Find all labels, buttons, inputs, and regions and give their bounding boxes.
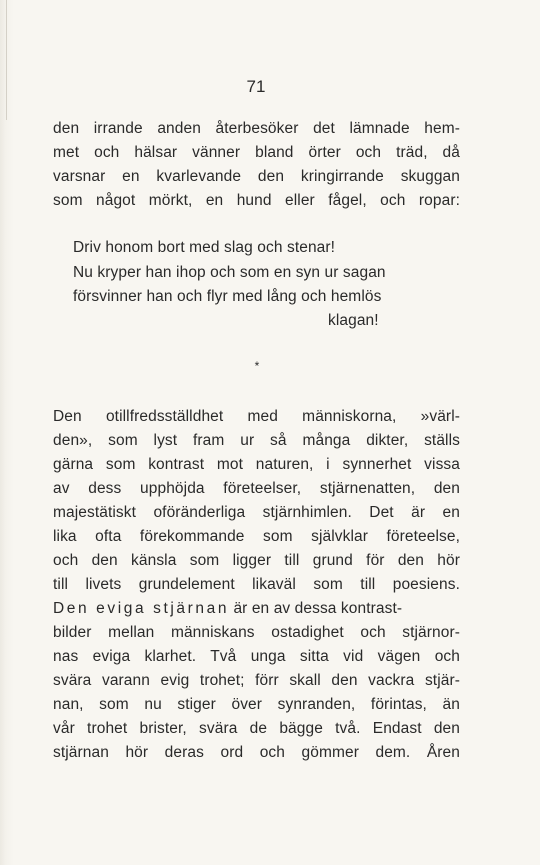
paragraph2-line-10: bilder mellan människans ostadighet och stjärnor- — [53, 624, 460, 641]
paragraph2-line-9 — [53, 599, 402, 619]
paragraph2-line-4: av dess upphöjda företeelser, stjärnenatten, den — [53, 480, 460, 497]
page-edge — [0, 0, 14, 865]
paragraph2-line-12: svära varann evig trohet; förr skall den vackra stjär- — [53, 672, 460, 689]
paragraph2-line-14: vår trohet brister, svära de bägge två. Endast den — [53, 720, 460, 737]
paragraph2-line-3: gärna som kontrast mot naturen, i synnerhet vissa — [53, 456, 460, 473]
paragraph1-line-3: varsnar en kvarlevande den kringirrande skuggan — [53, 168, 460, 185]
paragraph2-line-13: nan, som nu stiger över synranden, förintas, än — [53, 696, 460, 713]
page-number: 71 — [246, 77, 266, 96]
paragraph1-line-1: den irrande anden återbesöker det lämnade hem- — [53, 120, 460, 137]
paragraph2-line-6: lika ofta förekommande som självklar företeelse, — [53, 528, 460, 545]
page-edge-line — [6, 0, 7, 120]
paragraph2-line-8: till livets grundelement likaväl som till poesiens. — [53, 576, 460, 593]
section-divider-star: * — [254, 359, 260, 373]
paragraph2-line-5: majestätiskt oföränderliga stjärnhimlen. Det är en — [53, 504, 460, 521]
paragraph1-line-2: met och hälsar vänner bland örter och träd, då — [53, 144, 460, 161]
poem-line-3: försvinner han och flyr med lång och hemlös — [73, 288, 382, 305]
poem-line-4: klagan! — [328, 312, 379, 329]
paragraph2-line-2: den», som lyst fram ur så många dikter, ställs — [53, 432, 460, 449]
paragraph2-line-1: Den otillfredsställdhet med människorna, »värl- — [53, 408, 460, 425]
paragraph2-line-7: och den känsla som ligger till grund för den hör — [53, 552, 460, 569]
paragraph2-line-11: nas eviga klarhet. Två unga sitta vid vägen och — [53, 648, 460, 665]
paragraph2-line-9-rest: är en av dessa kontrast- — [229, 600, 403, 617]
poem-line-2: Nu kryper han ihop och som en syn ur sagan — [73, 264, 386, 281]
poem-line-1: Driv honom bort med slag och stenar! — [73, 239, 336, 256]
paragraph1-line-4: som något mörkt, en hund eller fågel, och ropar: — [53, 192, 460, 209]
spaced-emphasis-title: Den eviga stjärnan — [53, 600, 230, 617]
paragraph2-line-15: stjärnan hör deras ord och gömmer dem. Åren — [53, 744, 460, 761]
